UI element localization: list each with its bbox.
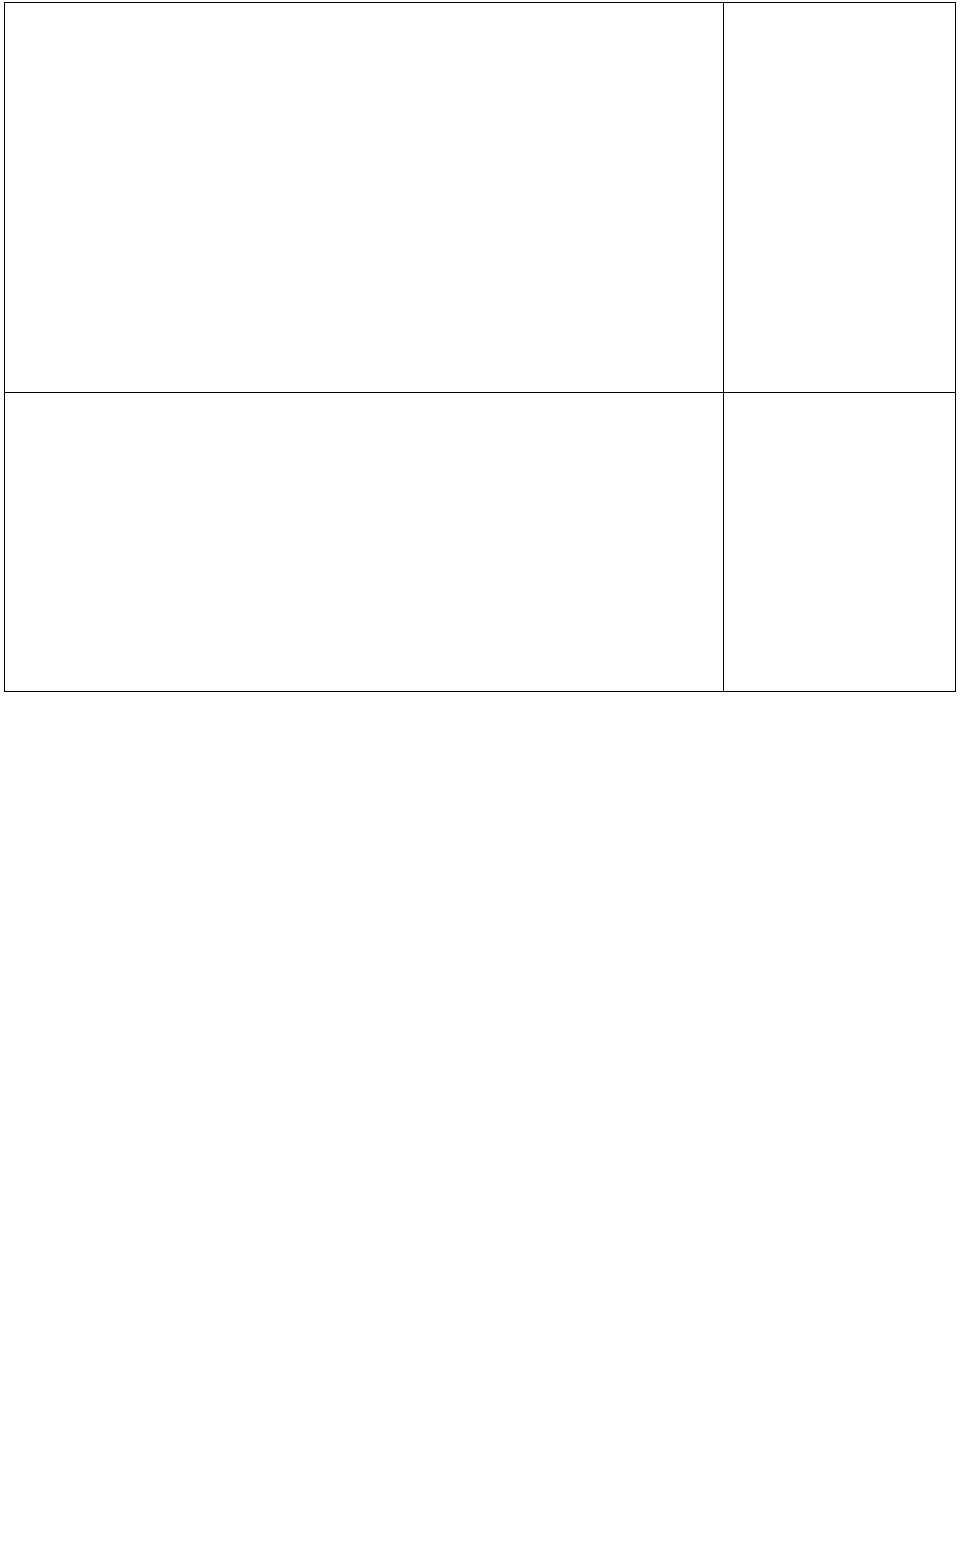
score-line bbox=[726, 624, 938, 657]
text-line bbox=[17, 1019, 943, 1052]
text-line bbox=[17, 1118, 943, 1151]
formula bbox=[17, 886, 943, 919]
text-line bbox=[17, 1346, 943, 1379]
text-line bbox=[17, 1282, 943, 1315]
text-line bbox=[17, 919, 943, 952]
text-line bbox=[17, 1249, 943, 1282]
table-column-divider bbox=[723, 3, 724, 691]
text-line bbox=[17, 1379, 943, 1412]
text-line bbox=[17, 1151, 943, 1184]
score-line bbox=[726, 657, 938, 690]
table-row-divider bbox=[5, 392, 955, 393]
score-line bbox=[726, 527, 938, 560]
text-line bbox=[17, 1216, 943, 1249]
score-line bbox=[726, 430, 938, 463]
objection-paragraph bbox=[17, 1216, 943, 1315]
text-line bbox=[17, 787, 943, 820]
project-title-line bbox=[17, 1412, 943, 1445]
address-line bbox=[17, 1511, 943, 1544]
score-line bbox=[726, 592, 938, 625]
text-line bbox=[17, 820, 943, 853]
address-paragraph bbox=[17, 1511, 943, 1544]
formula-intro-paragraph bbox=[17, 787, 943, 1018]
row4-score-cell bbox=[726, 397, 938, 689]
submission-paragraph bbox=[17, 1346, 943, 1478]
score-spacer bbox=[726, 560, 938, 592]
text-line bbox=[17, 952, 943, 985]
text-line bbox=[17, 1052, 943, 1085]
notice-paragraph bbox=[17, 1019, 943, 1184]
text-line bbox=[17, 853, 943, 886]
text-line bbox=[17, 1085, 943, 1118]
text-line bbox=[17, 985, 943, 1018]
score-line bbox=[726, 495, 938, 528]
score-line bbox=[726, 397, 938, 430]
score-line bbox=[726, 462, 938, 495]
project-title-line bbox=[17, 1445, 943, 1478]
